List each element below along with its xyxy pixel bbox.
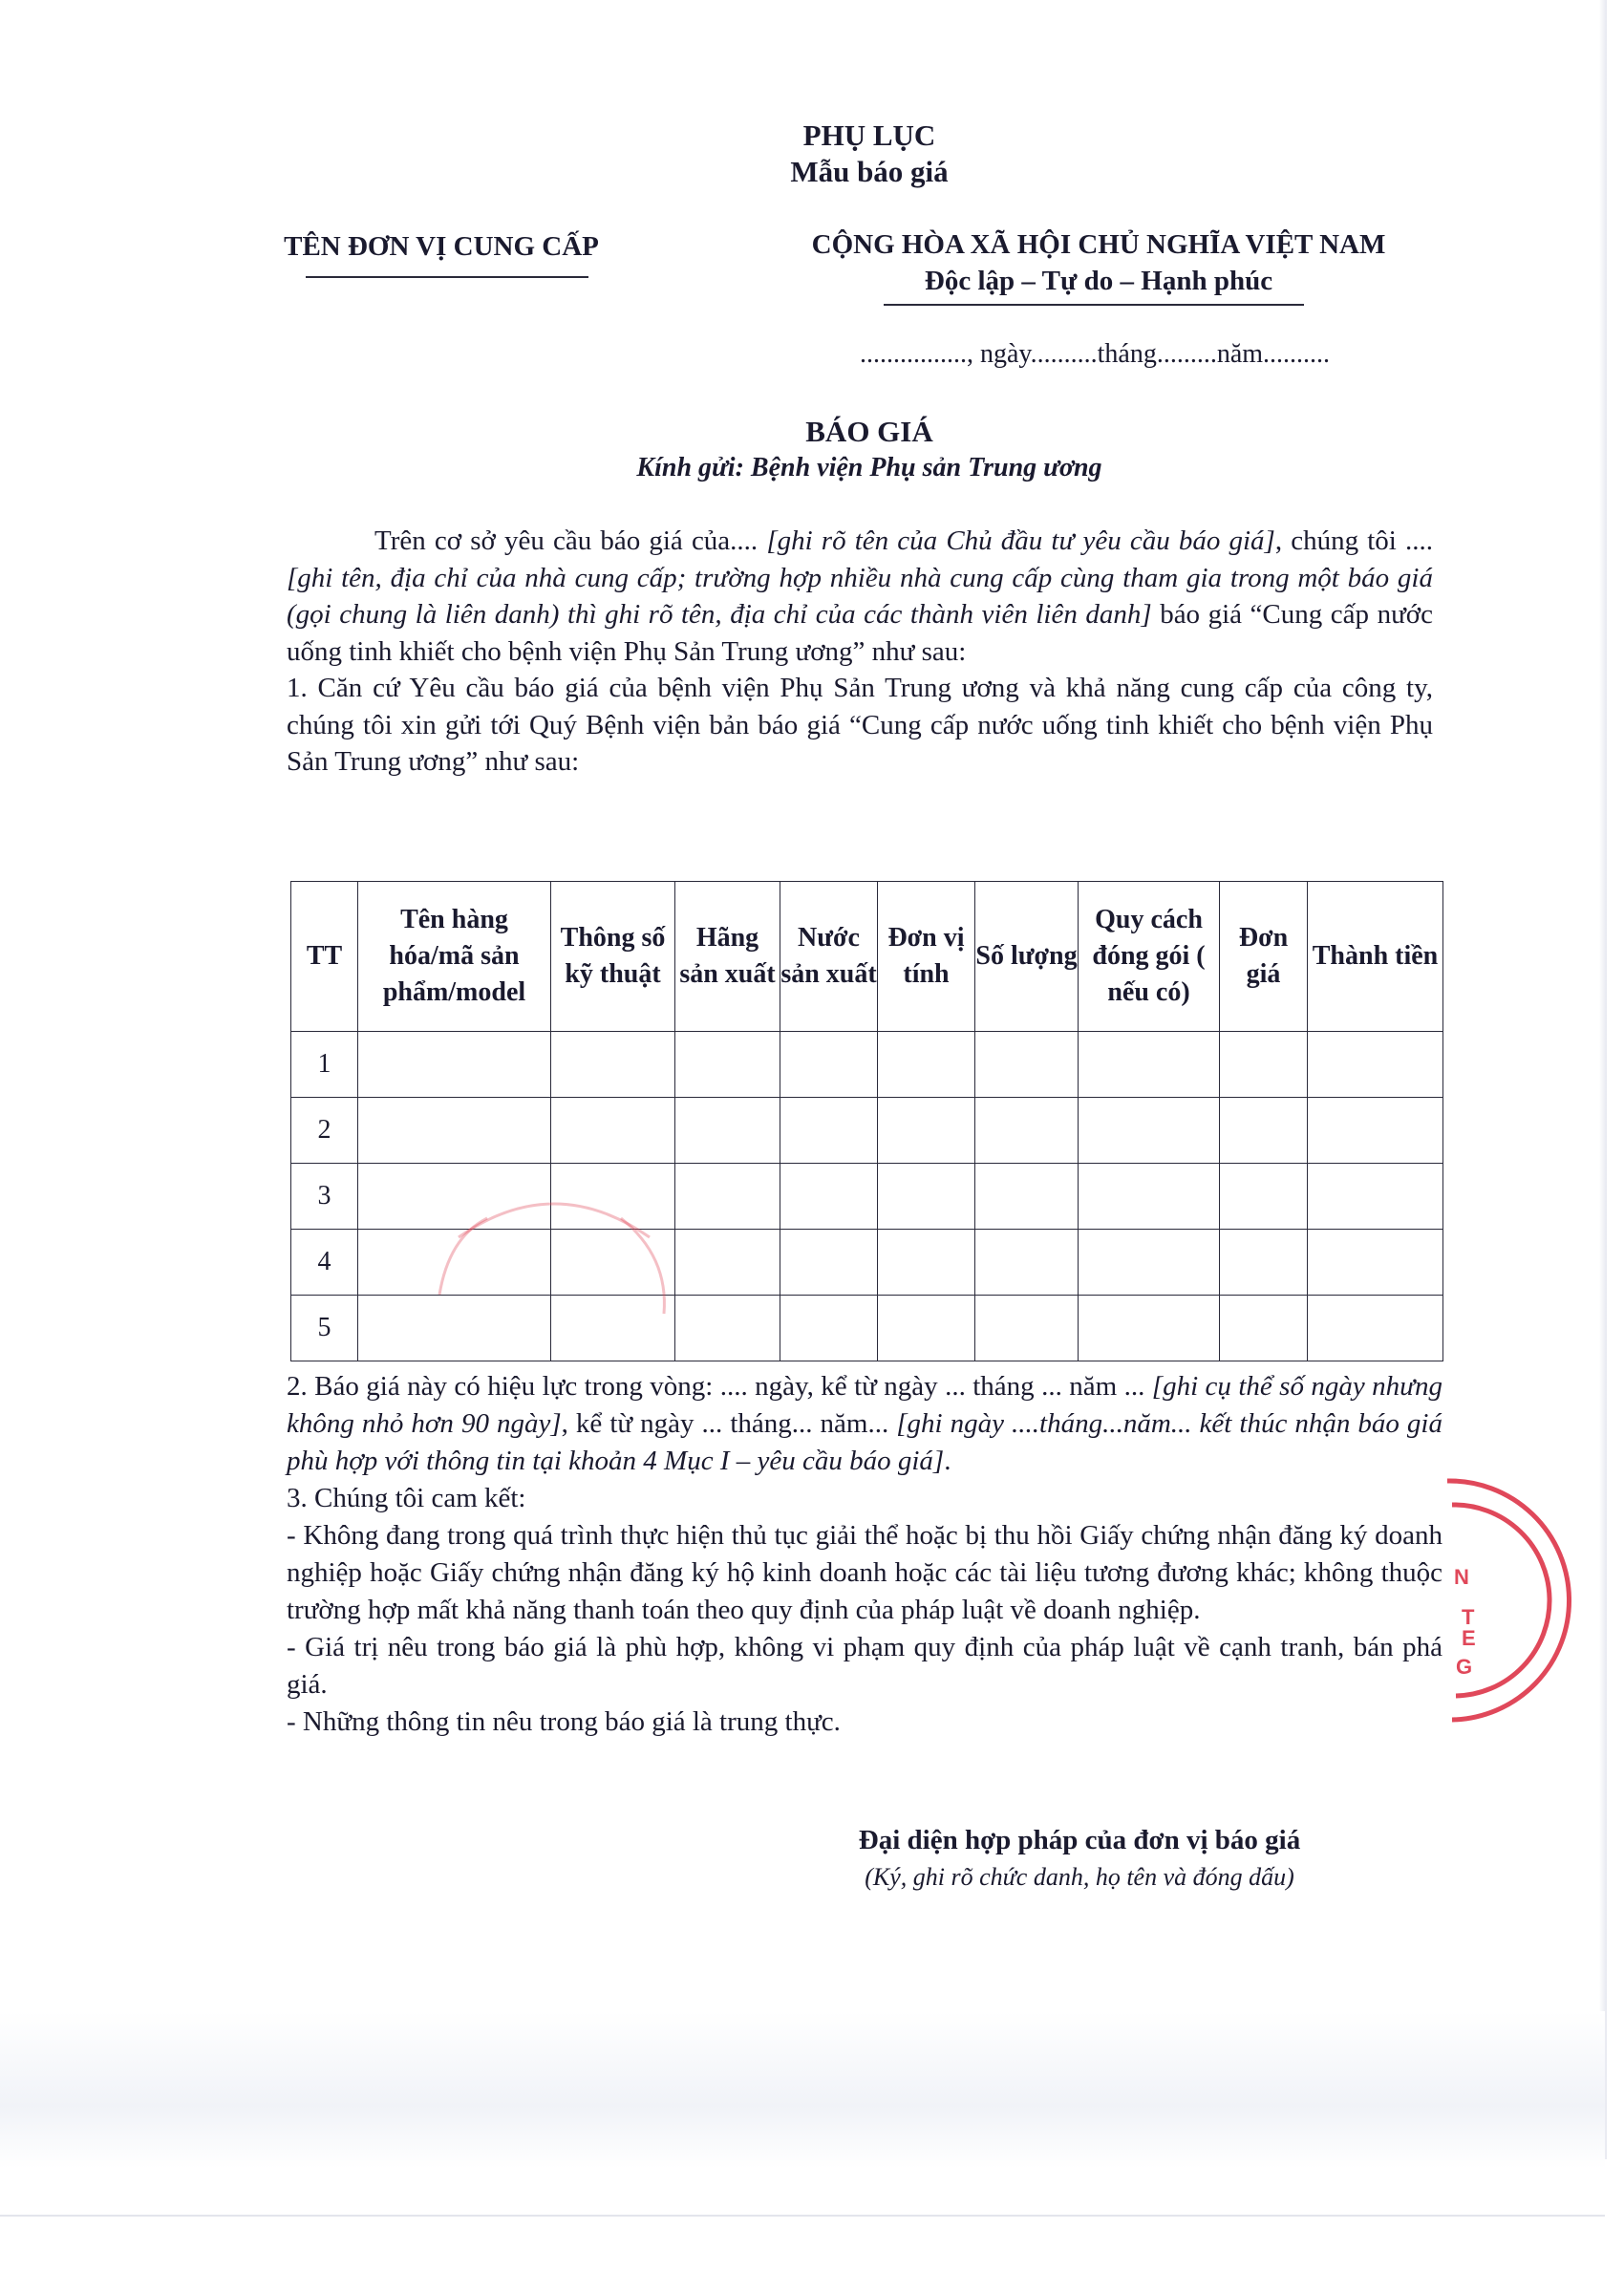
row-number: 4 — [291, 1230, 358, 1296]
row-number: 5 — [291, 1296, 358, 1361]
table-cell[interactable] — [1308, 1098, 1443, 1164]
form-title: Mẫu báo giá — [790, 155, 949, 188]
table-cell[interactable] — [975, 1032, 1079, 1098]
table-cell[interactable] — [358, 1032, 551, 1098]
table-cell[interactable] — [878, 1032, 975, 1098]
intro-text — [287, 523, 1433, 781]
stamp-bleed — [420, 1180, 688, 1400]
intro-text-a: Trên cơ sở yêu cầu báo giá của.... — [374, 525, 767, 556]
table-cell[interactable] — [1308, 1230, 1443, 1296]
commitment-item-3: - Những thông tin nêu trong báo giá là trung thực. — [287, 1706, 841, 1737]
table-cell[interactable] — [675, 1098, 780, 1164]
svg-text:N: N — [1454, 1565, 1469, 1589]
table-cell[interactable] — [780, 1164, 878, 1230]
validity-note-days: [ghi cụ thể số ngày nhưng không nhỏ hơn 90 ngày] — [287, 1371, 1442, 1439]
table-cell[interactable] — [1220, 1098, 1308, 1164]
header-product-name: Tên hàng hóa/mã sản phẩm/model — [358, 882, 551, 1032]
header-manufacturer: Hãng sản xuất — [675, 882, 780, 1032]
table-cell[interactable] — [878, 1098, 975, 1164]
header-country: Nước sản xuất — [780, 882, 878, 1032]
table-cell[interactable] — [878, 1164, 975, 1230]
table-cell[interactable] — [675, 1164, 780, 1230]
table-cell[interactable] — [878, 1296, 975, 1361]
header-total: Thành tiền — [1308, 882, 1443, 1032]
table-row — [291, 1098, 1443, 1164]
terms-text — [287, 1368, 1442, 1741]
table-cell[interactable] — [1220, 1164, 1308, 1230]
intro-text-c: , chúng tôi .... — [1274, 525, 1433, 556]
row-number: 3 — [291, 1164, 358, 1230]
table-cell[interactable] — [1308, 1296, 1443, 1361]
red-seal — [1395, 1462, 1605, 1748]
intro-paragraph-2: 1. Căn cứ Yêu cầu báo giá của bệnh viện Phụ Sản Trung ương và khả năng cung cấp của công ty, chúng tôi xin gửi tới Quý Bệnh viện bản báo giá “Cung cấp nước uống tinh khiết cho bệnh viện Phụ Sản Trung ương” như sau: — [287, 673, 1433, 777]
table-cell[interactable] — [878, 1230, 975, 1296]
signer-note: (Ký, ghi rõ chức danh, họ tên và đóng dấu) — [865, 1863, 1294, 1891]
intro-note-supplier: [ghi tên, địa chỉ của nhà cung cấp; trường hợp nhiều nhà cung cấp cùng tham gia trong một báo giá (gọi chung là liên danh) thì ghi rõ tên, địa chỉ của các thành viên liên danh] — [287, 562, 1433, 630]
scan-shadow — [0, 2011, 1605, 2169]
table-cell[interactable] — [975, 1164, 1079, 1230]
validity-note-date: [ghi ngày ....tháng...năm... kết thúc nhận báo giá phù hợp với thông tin tại khoản 4 Mục I – yêu cầu báo giá] — [287, 1408, 1442, 1476]
header-tt: TT — [291, 882, 358, 1032]
date-line: ................, ngày..........tháng.........năm.......... — [860, 339, 1331, 369]
table-header-row — [291, 882, 1443, 1032]
commitment-item-2: - Giá trị nêu trong báo giá là phù hợp, không vi phạm quy định của pháp luật về cạnh tranh, bán phá giá. — [287, 1632, 1442, 1700]
header-unit: Đơn vị tính — [878, 882, 975, 1032]
header-specs: Thông số kỹ thuật — [551, 882, 675, 1032]
svg-text:E: E — [1462, 1626, 1476, 1650]
table-cell[interactable] — [551, 1032, 675, 1098]
table-cell[interactable] — [1220, 1230, 1308, 1296]
addressee: Kính gửi: Bệnh viện Phụ sản Trung ương — [636, 453, 1102, 482]
header-packaging: Quy cách đóng gói ( nếu có) — [1079, 882, 1220, 1032]
table-cell[interactable] — [1079, 1098, 1220, 1164]
signer-title: Đại diện hợp pháp của đơn vị báo giá — [858, 1825, 1301, 1855]
table-cell[interactable] — [1308, 1032, 1443, 1098]
row-number: 1 — [291, 1032, 358, 1098]
table-cell[interactable] — [780, 1296, 878, 1361]
table-cell[interactable] — [1220, 1032, 1308, 1098]
table-cell[interactable] — [675, 1032, 780, 1098]
table-cell[interactable] — [675, 1296, 780, 1361]
intro-note-requester: [ghi rõ tên của Chủ đầu tư yêu cầu báo giá] — [766, 525, 1275, 556]
table-cell[interactable] — [358, 1098, 551, 1164]
validity-text-e: . — [944, 1446, 951, 1476]
table-cell[interactable] — [1079, 1230, 1220, 1296]
table-cell[interactable] — [975, 1230, 1079, 1296]
table-cell[interactable] — [1220, 1296, 1308, 1361]
row-number: 2 — [291, 1098, 358, 1164]
intro-text-e: báo giá “Cung cấp nước uống tinh khiết cho bệnh viện Phụ Sản Trung ương” như sau: — [287, 599, 1433, 667]
table-cell[interactable] — [1079, 1296, 1220, 1361]
svg-text:T: T — [1462, 1605, 1475, 1629]
table-cell[interactable] — [780, 1032, 878, 1098]
supplier-name: TÊN ĐƠN VỊ CUNG CẤP — [284, 231, 599, 262]
commitment-heading: 3. Chúng tôi cam kết: — [287, 1483, 526, 1513]
quote-title: BÁO GIÁ — [805, 415, 933, 448]
table-cell[interactable] — [780, 1230, 878, 1296]
table-row — [291, 1032, 1443, 1098]
appendix-title: PHỤ LỤC — [802, 118, 936, 152]
table-cell[interactable] — [975, 1296, 1079, 1361]
republic-heading: CỘNG HÒA XÃ HỘI CHỦ NGHĨA VIỆT NAM — [811, 229, 1386, 260]
intro-paragraph-1 — [287, 523, 1433, 670]
table-cell[interactable] — [675, 1230, 780, 1296]
table-cell[interactable] — [551, 1098, 675, 1164]
validity-text-c: , kể từ ngày ... tháng... năm... — [561, 1408, 897, 1439]
header-quantity: Số lượng — [975, 882, 1079, 1032]
table-cell[interactable] — [975, 1098, 1079, 1164]
table-cell[interactable] — [1079, 1032, 1220, 1098]
commitment-item-1: - Không đang trong quá trình thực hiện thủ tục giải thể hoặc bị thu hồi Giấy chứng nhận đăng ký doanh nghiệp hoặc Giấy chứng nhận đăng ký hộ kinh doanh hoặc các tài liệu tương đương khác; không thuộc trường hợp mất khả năng thanh toán theo quy định của pháp luật về doanh nghiệp. — [287, 1520, 1442, 1625]
scan-edge — [1599, 0, 1607, 2159]
motto-underline — [884, 304, 1304, 306]
svg-text:G: G — [1456, 1655, 1473, 1679]
supplier-underline — [306, 276, 588, 278]
table-cell[interactable] — [1308, 1164, 1443, 1230]
scan-bottom-line — [0, 2215, 1605, 2217]
validity-text-a: 2. Báo giá này có hiệu lực trong vòng: .... ngày, kể từ ngày ... tháng ... năm ... — [287, 1371, 1152, 1402]
national-motto: Độc lập – Tự do – Hạnh phúc — [924, 266, 1273, 296]
table-cell[interactable] — [780, 1098, 878, 1164]
table-cell[interactable] — [1079, 1164, 1220, 1230]
header-unit-price: Đơn giá — [1220, 882, 1308, 1032]
